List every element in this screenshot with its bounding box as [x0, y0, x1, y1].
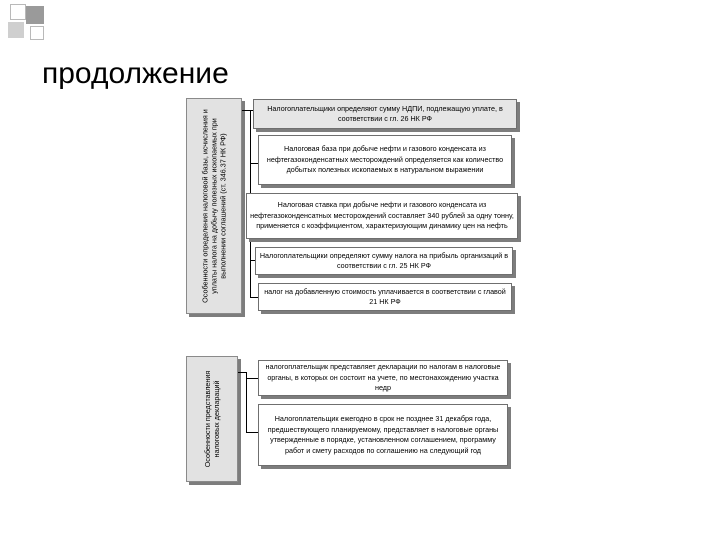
decor-square: [26, 6, 44, 24]
group1-label-box: [186, 98, 242, 314]
group2-label: Особенности представления налоговых деклараций: [203, 370, 221, 468]
decor-square: [30, 26, 44, 40]
connector-line: [238, 372, 246, 373]
group1-label: Особенности определения налоговой базы, исчисления и уплаты налога на добычу полезных ископаемых при выполнении соглашений (ст. 346.37 НК РФ): [200, 109, 228, 303]
connector-line: [250, 163, 258, 164]
group1-item-2: Налоговая база при добыче нефти и газового конденсата из нефтегазоконденсатных месторождений определяется как количество добытых полезных ископаемых в натуральном выражении: [258, 135, 512, 185]
group2-item-2: Налогоплательщик ежегодно в срок не позднее 31 декабря года, предшествующего планируемому, представляет в налоговые органы утвержденные в порядке, установленном соглашением, программу работ и смету расходов по соглашению на следующий год: [258, 404, 508, 466]
connector-line: [246, 378, 258, 379]
connector-line: [246, 372, 247, 432]
decor-square: [10, 4, 26, 20]
group1-item-1: Налогоплательщики определяют сумму НДПИ, подлежащую уплате, в соответствии с гл. 26 НК РФ: [253, 99, 517, 129]
connector-line: [250, 297, 258, 298]
connector-line: [246, 432, 258, 433]
group1-item-4: Налогоплательщики определяют сумму налога на прибыль организаций в соответствии с гл. 25 НК РФ: [255, 247, 513, 275]
decor-square: [8, 22, 24, 38]
connector-line: [242, 110, 250, 111]
group2-label-box: [186, 356, 238, 482]
group1-item-3: Налоговая ставка при добыче нефти и газового конденсата из нефтегазоконденсатных месторождений составляет 340 рублей за одну тонну, применяется с коэффициентом, характеризующим динамику цен на нефть: [246, 193, 518, 239]
group2-item-1: налогоплательщик представляет декларации по налогам в налоговые органы, в которых он состоит на учете, по местонахождению участка недр: [258, 360, 508, 396]
page-title: продолжение: [42, 57, 229, 90]
group1-item-5: налог на добавленную стоимость уплачивается в соответствии с главой 21 НК РФ: [258, 283, 512, 311]
